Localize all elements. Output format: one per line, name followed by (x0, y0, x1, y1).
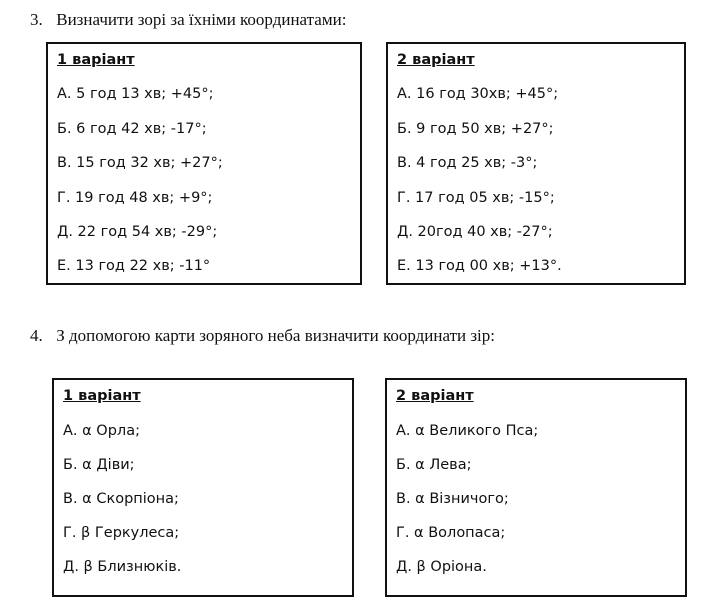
list-item: Б. 9 год 50 хв; +27°; (397, 121, 554, 137)
variant-heading: 2 варіант (397, 52, 475, 68)
list-item: В. α Скорпіона; (63, 491, 179, 507)
variant-heading: 1 варіант (57, 52, 135, 68)
task-4-number: 4. (30, 326, 43, 345)
task-3-heading (30, 10, 346, 30)
list-item: Б. 6 год 42 хв; -17°; (57, 121, 207, 137)
variant-heading: 2 варіант (396, 388, 474, 404)
list-item: Е. 13 год 00 хв; +13°. (397, 258, 562, 274)
list-item: В. α Візничого; (396, 491, 509, 507)
task-4-title: З допомогою карти зоряного неба визначити координати зір: (56, 326, 496, 345)
list-item: В. 4 год 25 хв; -3°; (397, 155, 538, 171)
task-4-variant-2-box (385, 378, 687, 597)
list-item: Г. 17 год 05 хв; -15°; (397, 190, 555, 206)
task-3-variant-1-box (46, 42, 362, 285)
list-item: А. α Орла; (63, 423, 140, 439)
list-item: Г. β Геркулеса; (63, 525, 180, 541)
list-item: А. 5 год 13 хв; +45°; (57, 86, 214, 102)
list-item: Б. α Діви; (63, 457, 135, 473)
task-3-title: Визначити зорі за їхніми координатами: (56, 10, 347, 29)
task-3-number: 3. (30, 10, 43, 29)
list-item: Д. 22 год 54 хв; -29°; (57, 224, 218, 240)
task-4-heading (30, 326, 495, 346)
list-item: Г. 19 год 48 хв; +9°; (57, 190, 213, 206)
task-4-variant-1-box (52, 378, 354, 597)
list-item: Б. α Лева; (396, 457, 472, 473)
list-item: Д. β Близнюків. (63, 559, 182, 575)
list-item: А. 16 год 30хв; +45°; (397, 86, 559, 102)
list-item: Д. 20год 40 хв; -27°; (397, 224, 553, 240)
list-item: Е. 13 год 22 хв; -11° (57, 258, 211, 274)
list-item: А. α Великого Пса; (396, 423, 539, 439)
variant-heading: 1 варіант (63, 388, 141, 404)
list-item: Г. α Волопаса; (396, 525, 506, 541)
task-3-variant-2-box (386, 42, 686, 285)
list-item: В. 15 год 32 хв; +27°; (57, 155, 223, 171)
list-item: Д. β Оріона. (396, 559, 487, 575)
